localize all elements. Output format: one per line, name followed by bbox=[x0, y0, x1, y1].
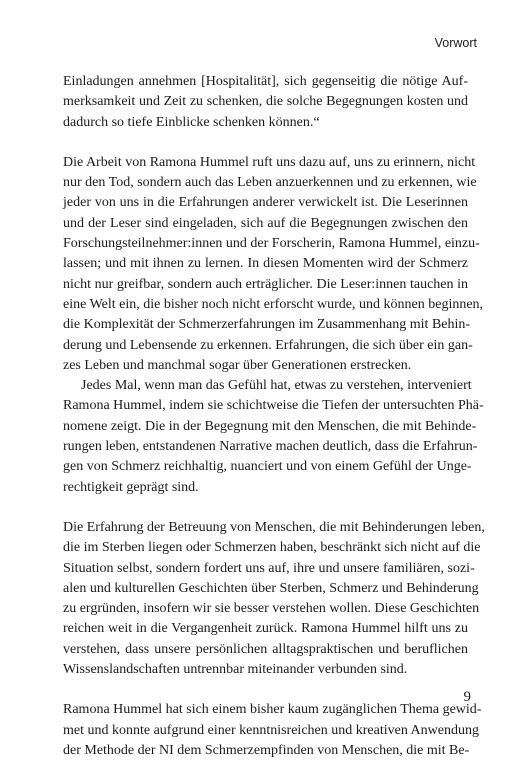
text-line: Forschungsteilnehmer:innen und der Forscherin, Ramona Hummel, einzu- bbox=[63, 236, 480, 252]
text-line: lassen; und mit ihnen zu lernen. In diesen Momenten wird der Schmerz bbox=[63, 256, 468, 272]
text-line: alen und kulturellen Geschichten über Sterben, Schmerz und Behinderung bbox=[63, 580, 479, 596]
text-line: und der Leser sind eingeladen, sich auf die Begegnungen zwischen den bbox=[63, 215, 468, 231]
text-line: reichen weit in die Vergangenheit zurück. Ramona Hummel hilft uns zu bbox=[63, 621, 468, 637]
paragraph-1 bbox=[63, 72, 468, 133]
text-line: Wissenslandschaften untrennbar miteinander verbunden sind. bbox=[63, 662, 408, 678]
text-line: nicht nur greifbar, sondern auch erträglicher. Die Leser:innen tauchen in bbox=[63, 276, 468, 292]
text-line: der Methode der NI dem Schmerzempfinden von Menschen, die mit Be- bbox=[63, 742, 470, 758]
text-line: rechtigkeit geprägt sind. bbox=[63, 479, 199, 495]
text-line: Situation selbst, sondern fordert uns auf, ihre und unsere familiären, sozi- bbox=[63, 560, 475, 576]
paragraph-2 bbox=[63, 153, 484, 376]
text-line: die Komplexität der Schmerzerfahrungen im Zusammenhang mit Behin- bbox=[63, 317, 471, 333]
text-line: merksamkeit und Zeit zu schenken, die solche Begegnungen kosten und bbox=[63, 94, 468, 110]
text-line: rungen leben, entstandenen Narrative machen deutlich, dass die Erfahrun- bbox=[63, 439, 478, 455]
text-line: die im Sterben liegen oder Schmerzen haben, beschränkt sich nicht auf die bbox=[63, 540, 481, 556]
paragraph-3 bbox=[63, 376, 484, 498]
text-line: jeder von uns in die Erfahrungen anderer verwickelt ist. Die Leserinnen bbox=[63, 195, 468, 211]
paragraph-4 bbox=[63, 518, 485, 680]
text-line: Ramona Hummel hat sich einem bisher kaum zugänglichen Thema gewid- bbox=[63, 702, 482, 718]
text-line: eine Welt ein, die bisher noch nicht erforscht wurde, und können beginnen, bbox=[63, 296, 484, 312]
text-line: Jedes Mal, wenn man das Gefühl hat, etwas zu verstehen, interveniert bbox=[81, 378, 472, 394]
text-line: zu ergründen, insofern wir sie besser verstehen wollen. Diese Geschichten bbox=[63, 601, 480, 617]
text-line: zes Leben und manchmal sogar über Generationen erstrecken. bbox=[63, 357, 412, 373]
text-line: Einladungen annehmen [Hospitalität], sich gegenseitig die nötige Auf- bbox=[63, 74, 468, 89]
text-line: met und konnte aufgrund einer kenntnisreichen und kreativen Anwendung bbox=[63, 722, 479, 738]
text-line: gen von Schmerz reichhaltig, nuanciert und von einem Gefühl der Unge- bbox=[63, 459, 472, 475]
text-line: verstehen, dass unsere persönlichen alltagspraktischen und beruflichen bbox=[63, 641, 468, 657]
text-line: nur den Tod, sondern auch das Leben anzuerkennen und zu erkennen, wie bbox=[63, 175, 477, 191]
text-line: Die Erfahrung der Betreuung von Menschen, die mit Behinderungen leben, bbox=[63, 519, 485, 535]
text-line: Ramona Hummel, indem sie schichtweise die Tiefen der untersuchten Phä- bbox=[63, 398, 484, 414]
body-text bbox=[63, 72, 485, 761]
text-line: Die Arbeit von Ramona Hummel ruft uns dazu auf, uns zu erinnern, nicht bbox=[63, 154, 476, 170]
page-number: 9 bbox=[463, 689, 471, 705]
text-line: dadurch so tiefe Einblicke schenken können.“ bbox=[63, 114, 320, 130]
text-line: derung und Lebensende zu erkennen. Erfahrungen, die sich über ein gan- bbox=[63, 337, 473, 353]
running-header: Vorwort bbox=[434, 36, 477, 50]
text-line: nomene zeigt. Die in der Begegnung mit den Menschen, die mit Behinde- bbox=[63, 418, 477, 434]
paragraph-5 bbox=[63, 700, 482, 761]
